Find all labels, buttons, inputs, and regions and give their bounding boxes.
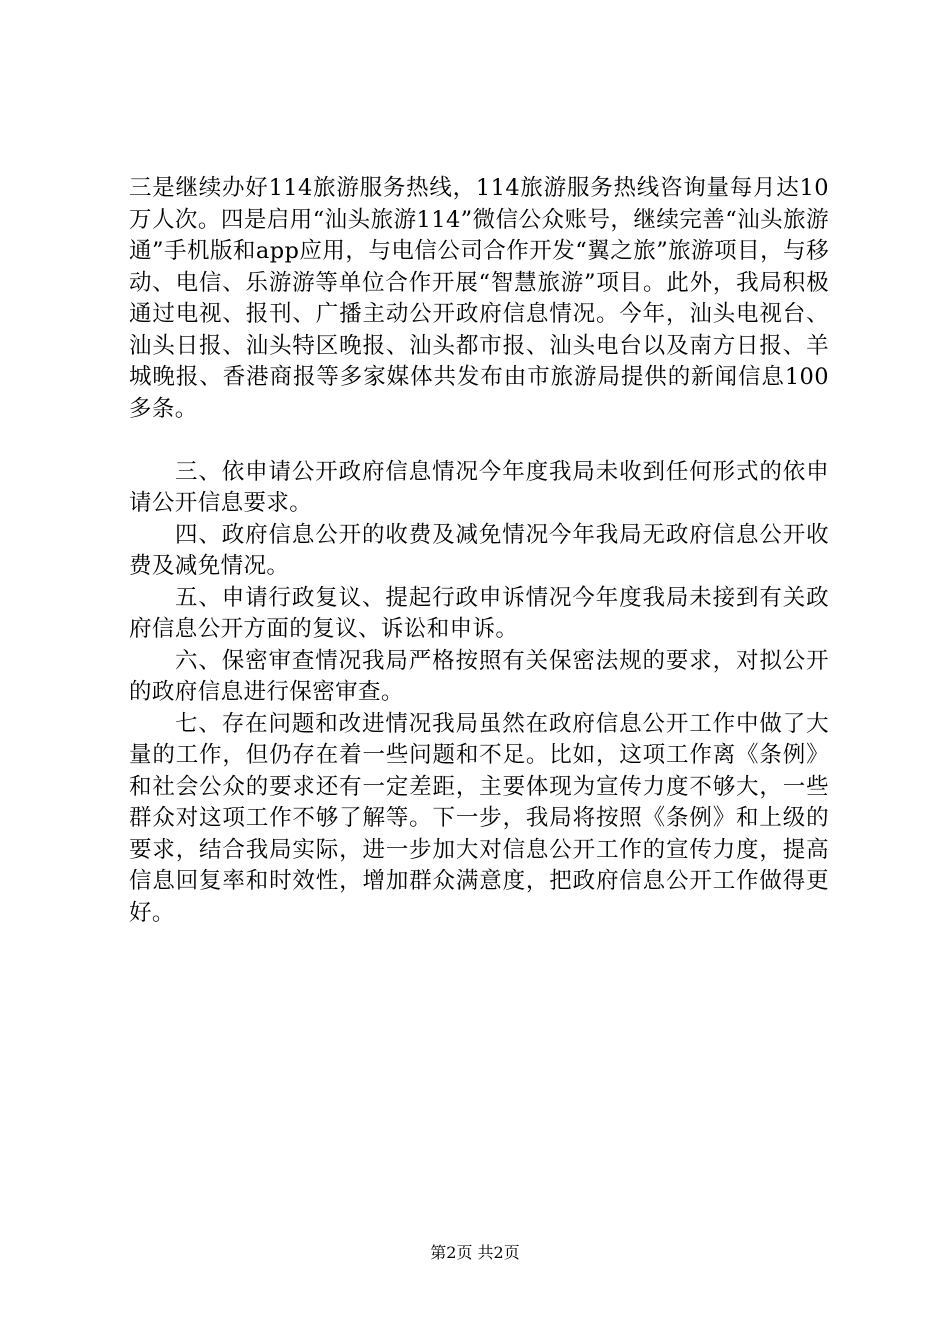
- paragraph-section-three: 三、依申请公开政府信息情况今年度我局未收到任何形式的依申请公开信息要求。: [129, 458, 829, 516]
- paragraph-section-six: 六、保密审查情况我局严格按照有关保密法规的要求，对拟公开的政府信息进行保密审查。: [129, 647, 829, 705]
- paragraph-section-four: 四、政府信息公开的收费及减免情况今年我局无政府信息公开收费及减免情况。: [129, 521, 829, 579]
- paragraph-section-seven: 七、存在问题和改进情况我局虽然在政府信息公开工作中做了大量的工作，但仍存在着一些问题和不足。比如，这项工作离《条例》和社会公众的要求还有一定差距，主要体现为宣传力度不够大，一些群众对这项工作不够了解等。下一步，我局将按照《条例》和上级的要求，结合我局实际，进一步加大对信息公开工作的宣传力度，提高信息回复率和时效性，增加群众满意度，把政府信息公开工作做得更好。: [129, 710, 829, 926]
- document-body: [129, 173, 829, 929]
- page-number-footer: 第2页 共2页: [430, 1243, 520, 1262]
- paragraph-continuation: 三是继续办好114旅游服务热线，114旅游服务热线咨询量每月达10万人次。四是启用“汕头旅游114”微信公众账号，继续完善“汕头旅游通”手机版和app应用，与电信公司合作开发“翼之旅”旅游项目，与移动、电信、乐游游等单位合作开展“智慧旅游”项目。此外，我局积极通过电视、报刊、广播主动公开政府信息情况。今年，汕头电视台、汕头日报、汕头特区晚报、汕头都市报、汕头电台以及南方日报、羊城晚报、香港商报等多家媒体共发布由市旅游局提供的新闻信息100多条。: [129, 175, 829, 422]
- paragraph-section-five: 五、申请行政复议、提起行政申诉情况今年度我局未接到有关政府信息公开方面的复议、诉讼和申诉。: [129, 584, 829, 642]
